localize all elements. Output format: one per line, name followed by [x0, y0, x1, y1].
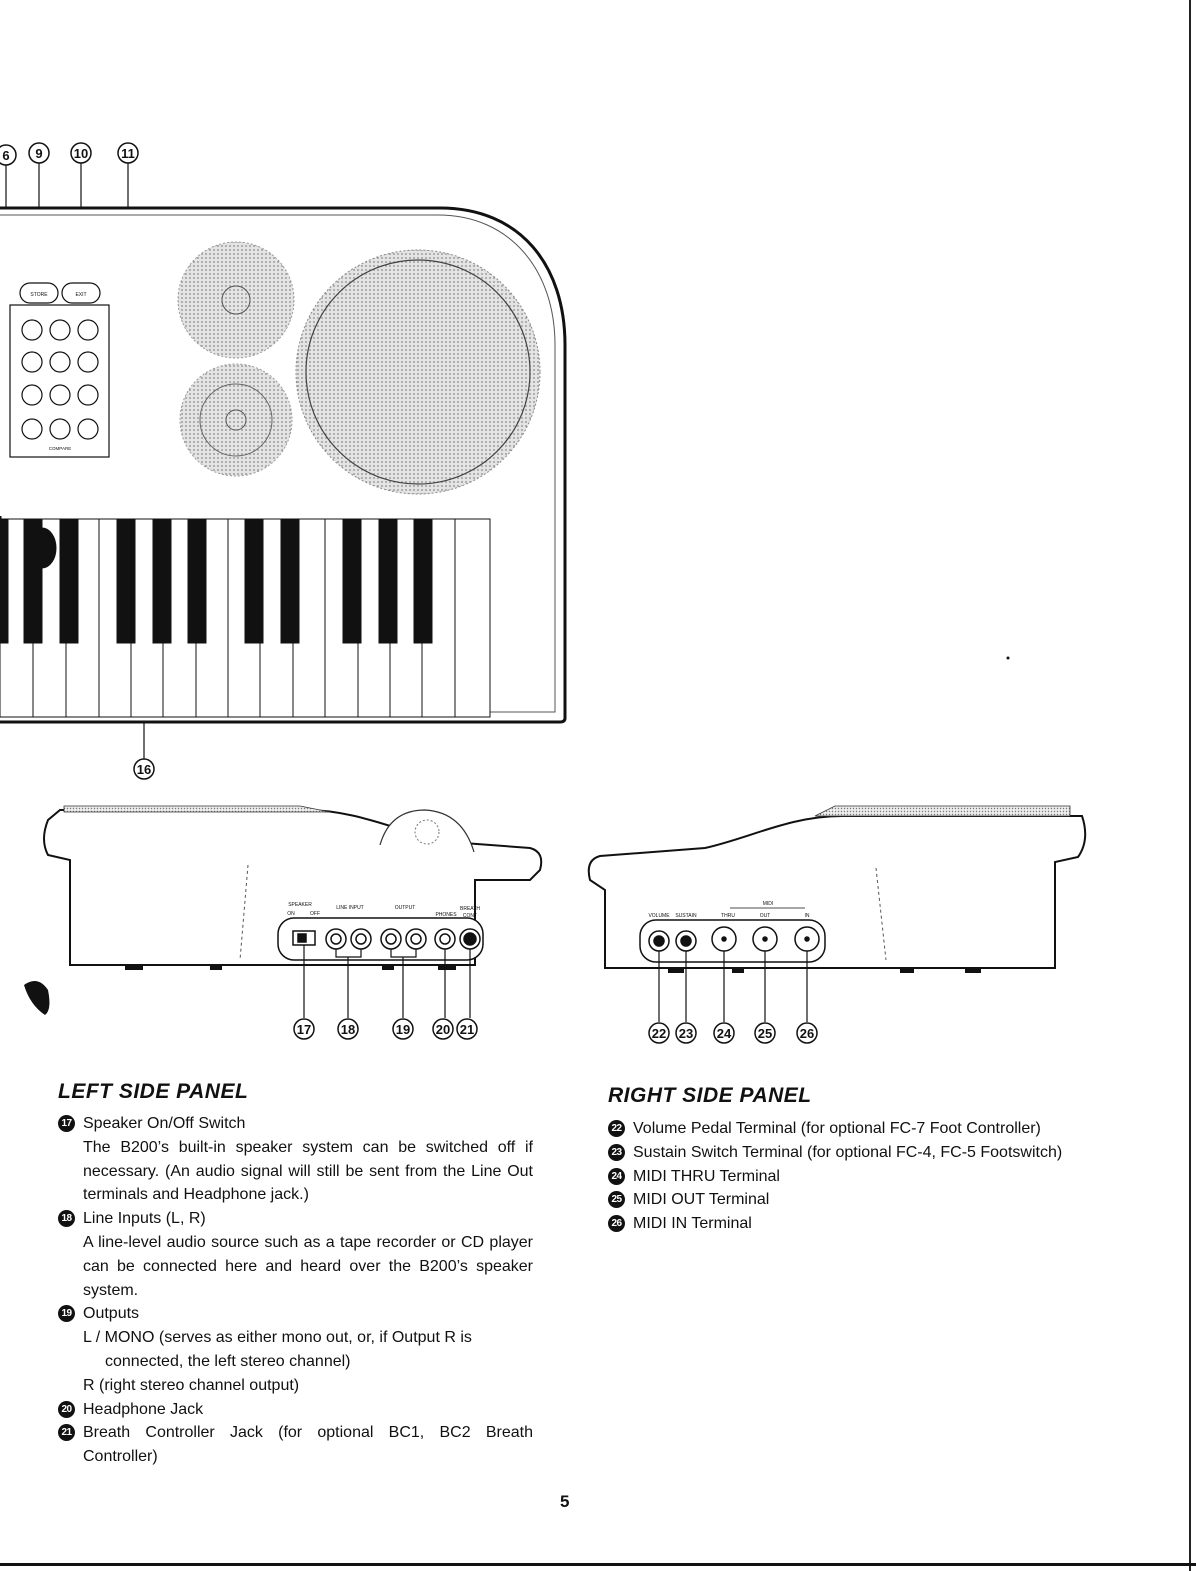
svg-text:9: 9	[35, 146, 43, 161]
item-label: Headphone Jack	[83, 1400, 204, 1418]
right-side-panel-list	[608, 1117, 1090, 1236]
svg-text:25: 25	[757, 1026, 773, 1041]
svg-text:24: 24	[716, 1026, 732, 1041]
svg-text:17: 17	[296, 1022, 312, 1037]
svg-text:VOLUME: VOLUME	[648, 913, 670, 919]
svg-text:CONT: CONT	[462, 913, 478, 919]
callouts-right-panel	[649, 1023, 817, 1043]
keyboard-keys	[0, 519, 490, 717]
left-side-panel-title: LEFT SIDE PANEL	[58, 1080, 249, 1103]
item-sub-description: L / MONO (serves as either mono out, or, if Output R is connected, the left stereo channel)	[83, 1329, 472, 1370]
number-badge: 26	[608, 1215, 625, 1232]
number-badge: 19	[58, 1305, 75, 1322]
store-button[interactable]	[20, 283, 58, 303]
speaker-grilles	[178, 242, 540, 494]
svg-text:26: 26	[799, 1026, 815, 1041]
svg-text:PHONES: PHONES	[435, 912, 457, 918]
svg-text:SPEAKER: SPEAKER	[288, 902, 312, 908]
svg-text:11: 11	[121, 146, 135, 161]
item-description: The B200’s built-in speaker system can be switched off if necessary. (An audio signal will still be sent from the Line Out terminals and Headphone jack.)	[83, 1138, 533, 1204]
page-number: 5	[560, 1492, 570, 1511]
svg-text:22: 22	[651, 1026, 667, 1041]
svg-text:18: 18	[340, 1022, 356, 1037]
svg-text:21: 21	[459, 1022, 475, 1037]
callout-9	[29, 143, 49, 163]
svg-text:THRU: THRU	[721, 913, 735, 919]
item-sub-description: R (right stereo channel output)	[83, 1376, 300, 1394]
svg-text:OFF: OFF	[310, 911, 320, 917]
callout-10	[71, 143, 91, 163]
list-item	[608, 1117, 1090, 1141]
svg-text:20: 20	[435, 1022, 451, 1037]
item-label: Volume Pedal Terminal (for optional FC-7 Foot Controller)	[633, 1120, 1041, 1137]
svg-text:EXIT: EXIT	[75, 292, 87, 298]
callout-16	[134, 759, 154, 779]
callout-11	[118, 143, 138, 163]
exit-button[interactable]	[62, 283, 100, 303]
number-badge: 21	[58, 1424, 75, 1441]
item-label: MIDI THRU Terminal	[633, 1167, 780, 1185]
right-side-panel-title: RIGHT SIDE PANEL	[608, 1084, 812, 1107]
left-side-view	[24, 806, 541, 1015]
svg-text:19: 19	[395, 1022, 411, 1037]
number-badge: 24	[608, 1168, 625, 1185]
svg-text:BREATH: BREATH	[460, 906, 480, 912]
callouts-left-panel	[294, 1019, 477, 1039]
item-label: Outputs	[83, 1305, 140, 1323]
svg-text:LINE INPUT: LINE INPUT	[336, 905, 364, 911]
list-item	[608, 1141, 1090, 1165]
item-label: Breath Controller Jack (for optional BC1, BC2 Breath Controller)	[83, 1424, 533, 1466]
list-item	[58, 1421, 533, 1469]
number-badge: 20	[58, 1401, 75, 1418]
item-description: A line-level audio source such as a tape recorder or CD player can be connected here and heard over the B200’s speaker system.	[83, 1233, 533, 1299]
item-label: Sustain Switch Terminal (for optional FC-4, FC-5 Footswitch)	[633, 1143, 1063, 1161]
number-badge: 18	[58, 1210, 75, 1227]
list-item	[58, 1398, 533, 1422]
item-label: MIDI IN Terminal	[633, 1215, 752, 1233]
svg-text:6: 6	[2, 148, 10, 163]
svg-text:IN: IN	[804, 913, 810, 919]
number-badge: 17	[58, 1115, 75, 1132]
number-badge: 23	[608, 1144, 625, 1161]
svg-text:ON: ON	[287, 911, 295, 917]
svg-text:SUSTAIN: SUSTAIN	[675, 913, 697, 919]
item-label: Line Inputs (L, R)	[83, 1210, 206, 1228]
left-side-panel-list	[58, 1112, 533, 1469]
scan-edge-right	[1189, 0, 1191, 1571]
svg-text:23: 23	[678, 1026, 694, 1041]
compare-label: COMPARE	[48, 446, 72, 451]
number-badge: 25	[608, 1191, 625, 1208]
number-badge: 22	[608, 1120, 625, 1137]
list-item	[58, 1302, 533, 1397]
list-item	[608, 1212, 1090, 1236]
list-item	[58, 1207, 533, 1302]
svg-text:10: 10	[73, 146, 89, 161]
list-item	[58, 1112, 533, 1207]
list-item	[608, 1188, 1090, 1212]
svg-text:16: 16	[136, 762, 152, 777]
svg-text:MIDI: MIDI	[762, 901, 774, 907]
svg-text:OUTPUT: OUTPUT	[394, 905, 416, 911]
item-label: MIDI OUT Terminal	[633, 1191, 770, 1209]
item-label: Speaker On/Off Switch	[83, 1115, 246, 1132]
right-side-view	[589, 657, 1085, 974]
callout-6	[0, 145, 16, 165]
scan-edge-bottom	[0, 1563, 1196, 1566]
svg-text:STORE: STORE	[30, 292, 48, 298]
list-item	[608, 1165, 1090, 1189]
svg-text:OUT: OUT	[759, 913, 771, 919]
